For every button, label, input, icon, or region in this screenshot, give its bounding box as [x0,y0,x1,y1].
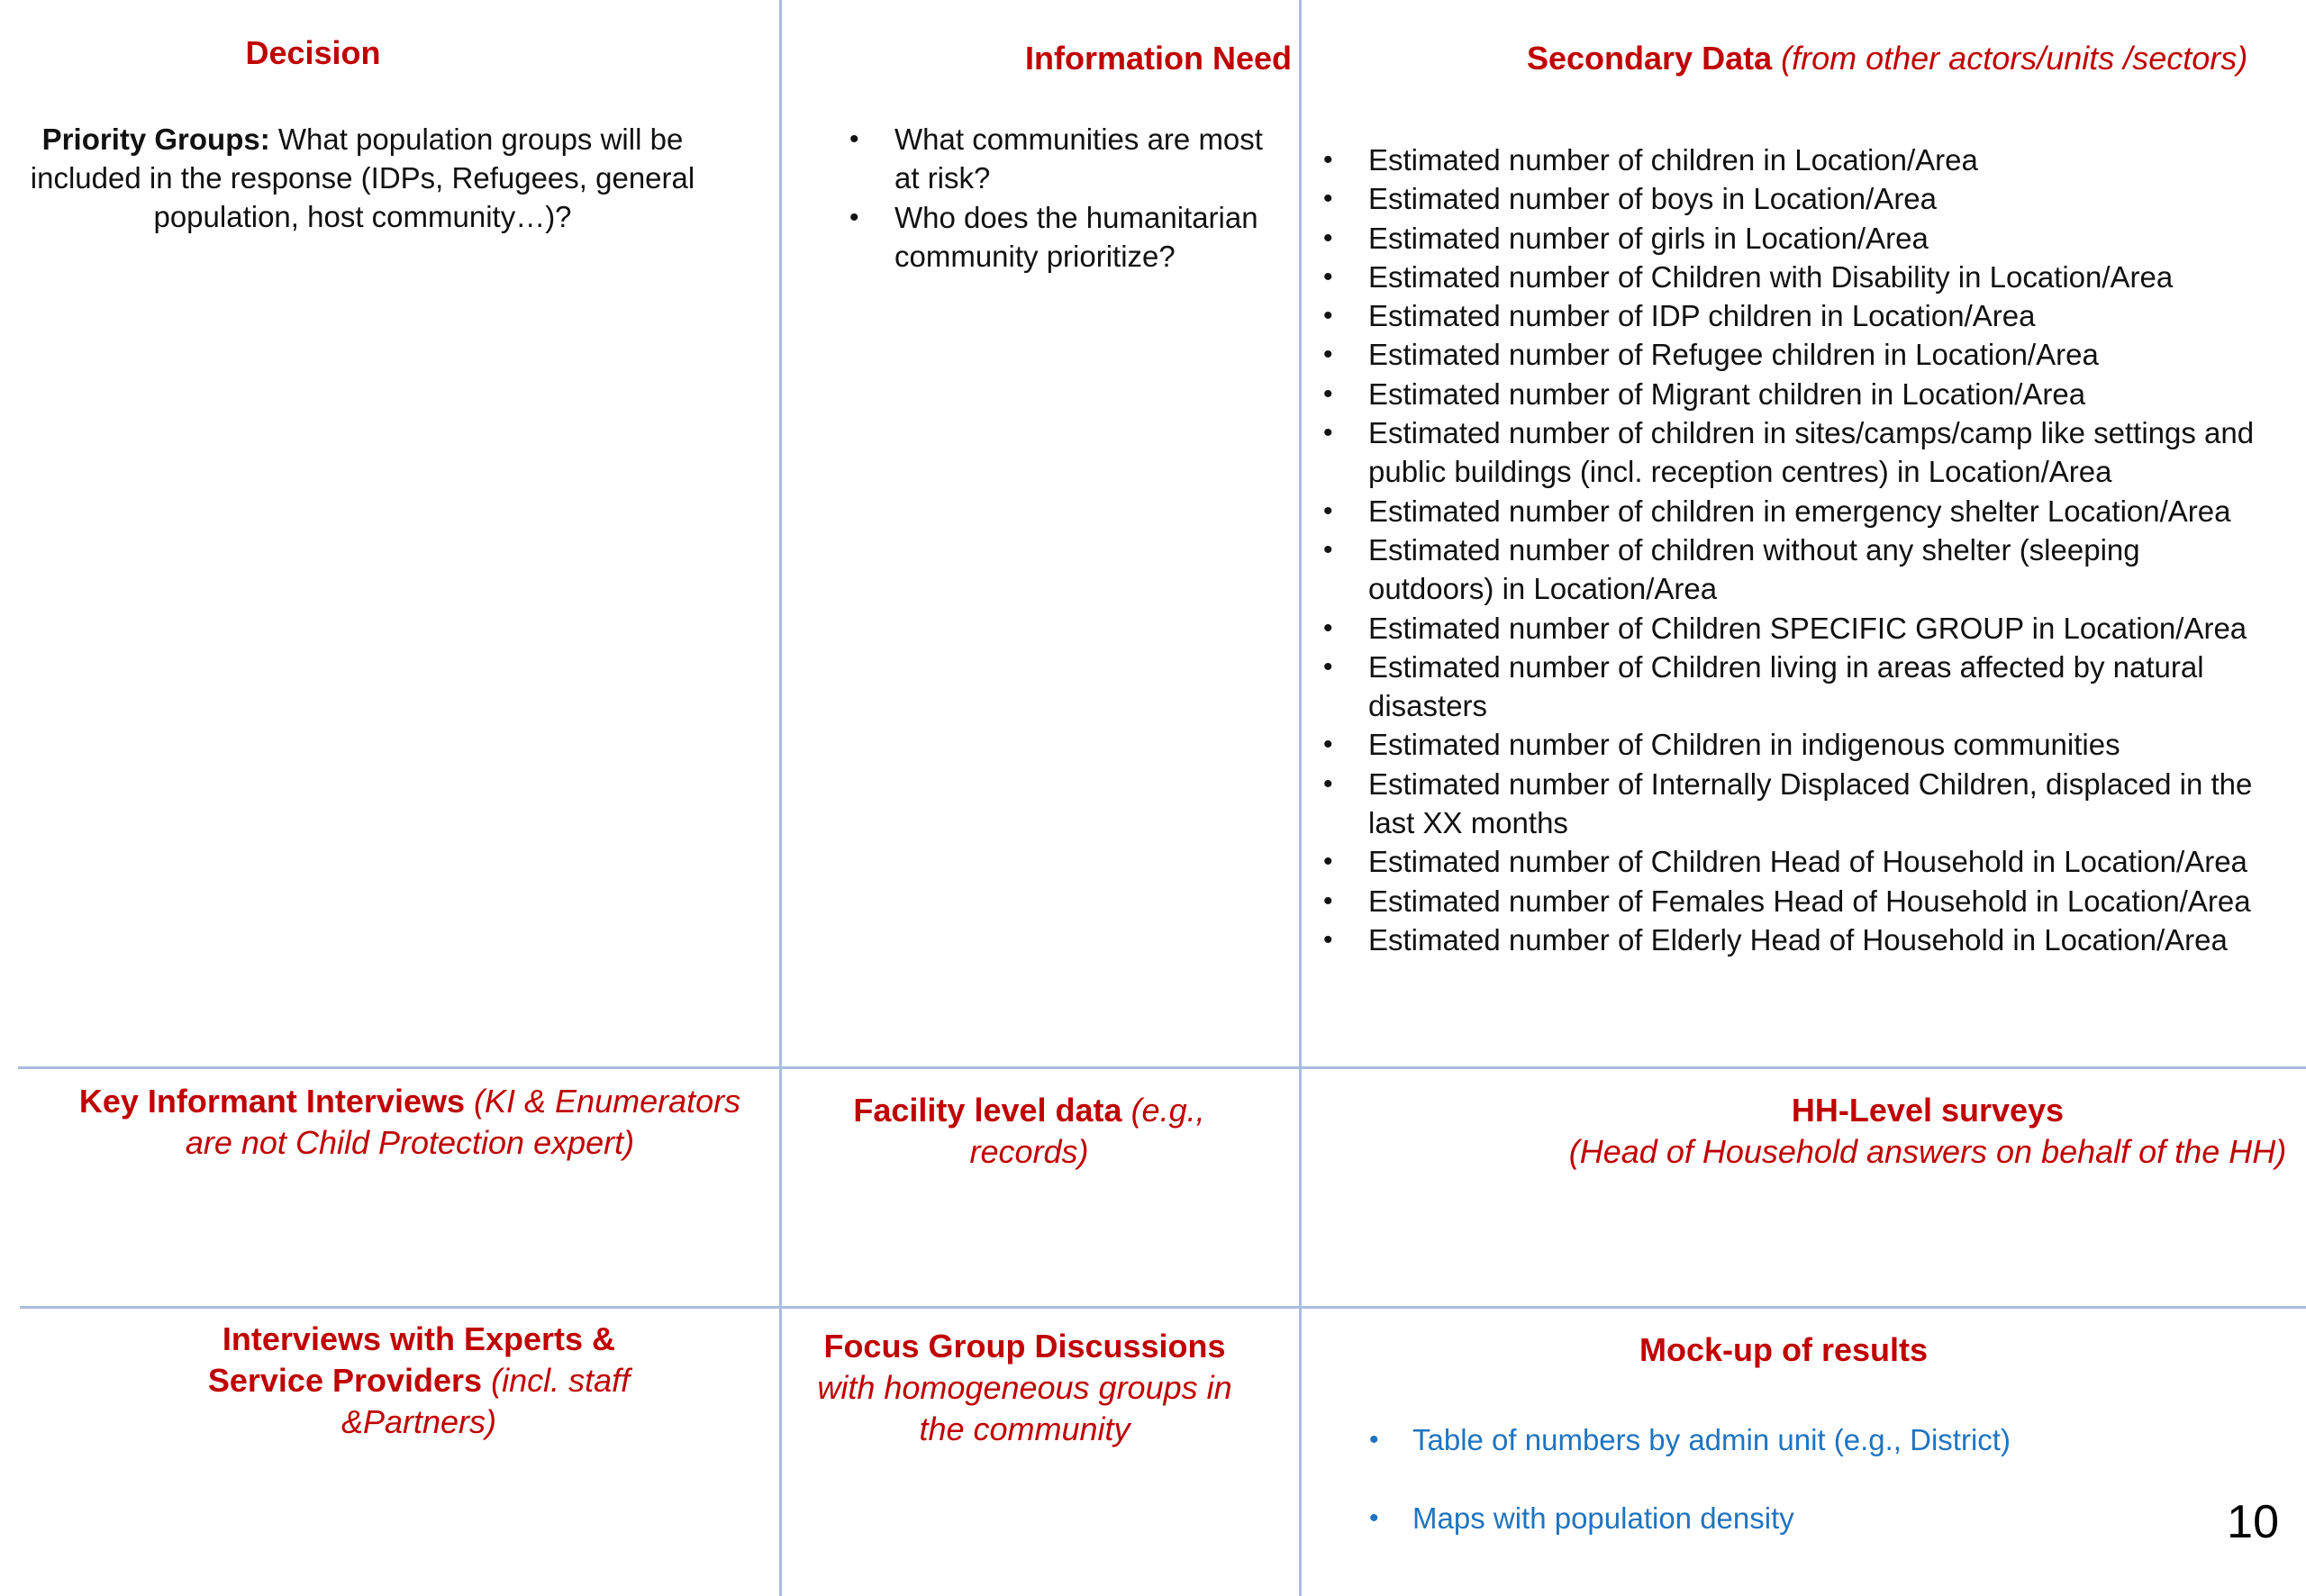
list-item: • Estimated number of Children in indigenous communities [1323,725,2269,764]
list-item: • Estimated number of Elderly Head of Household in Location/Area [1323,920,2269,959]
key-informant-heading [63,1081,757,1164]
hh-surveys-title: HH-Level surveys [1791,1092,2065,1129]
facility-data-title: Facility level data [853,1092,1122,1129]
priority-groups-label: Priority Groups: [41,122,270,156]
information-need-list [849,120,1273,276]
secondary-data-heading [1527,38,2247,79]
list-item: • Estimated number of Internally Displaced Children, displaced in the last XX months [1323,765,2269,843]
list-item: • Estimated number of Children with Disability in Location/Area [1323,258,2269,296]
list-item: • Estimated number of boys in Location/Area [1323,179,2269,218]
facility-data-heading [851,1090,1207,1173]
list-item: • Estimated number of children in sites/camps/camp like settings and public buildings (incl. reception centres) in Location/Area [1323,413,2269,492]
secondary-data-title: Secondary Data [1527,40,1773,77]
key-informant-note: (KI & Enumerators are not Child Protection expert) [185,1083,741,1161]
facility-data-note: (e.g., records) [969,1092,1205,1170]
list-item: • Maps with population density [1369,1499,2090,1537]
list-item: • Who does the humanitarian community prioritize? [849,198,1273,277]
list-item: • Estimated number of Children SPECIFIC GROUP in Location/Area [1323,609,2269,648]
focus-groups-heading [797,1326,1252,1450]
grid-divider-vertical-1 [779,0,782,1596]
secondary-data-list [1323,141,2269,959]
focus-groups-note: with homogeneous groups in the community [817,1369,1232,1447]
list-item: • Estimated number of children in Location/Area [1323,141,2269,179]
page-number: 10 [2227,1496,2279,1548]
hh-surveys-note: (Head of Household answers on behalf of the HH) [1568,1133,2287,1170]
list-item: • Estimated number of IDP children in Location/Area [1323,296,2269,335]
list-item: • Estimated number of Females Head of Household in Location/Area [1323,882,2269,920]
secondary-data-subtitle: (from other actors/units /sectors) [1781,40,2248,77]
list-item: • Table of numbers by admin unit (e.g., District) [1369,1420,2090,1459]
list-item: • What communities are most at risk? [849,120,1273,198]
mockup-heading: Mock-up of results [1639,1331,1929,1368]
mockup-list [1369,1420,2090,1537]
list-item: • Estimated number of children without any shelter (sleeping outdoors) in Location/Area [1323,530,2269,609]
priority-groups-question: What population groups will be included in the response (IDPs, Refugees, general population, host community…)? [30,122,695,233]
hh-surveys-heading [1531,1090,2306,1173]
grid-divider-horizontal-2 [20,1306,2306,1309]
list-item: • Estimated number of Migrant children in Location/Area [1323,375,2269,413]
experts-interviews-note: (incl. staff &Partners) [340,1362,631,1440]
experts-interviews-heading [162,1319,676,1443]
experts-interviews-title: Interviews with Experts & Service Providers [207,1320,616,1399]
grid-divider-vertical-2 [1299,0,1302,1596]
list-item: • Estimated number of Children living in areas affected by natural disasters [1323,648,2269,726]
key-informant-title: Key Informant Interviews [78,1083,465,1120]
list-item: • Estimated number of Children Head of Household in Location/Area [1323,842,2269,881]
decision-body [27,120,698,236]
decision-heading: Decision [245,34,381,71]
list-item: • Estimated number of children in emergency shelter Location/Area [1323,492,2269,530]
information-need-heading: Information Need [1025,40,1293,77]
focus-groups-title: Focus Group Discussions [823,1328,1226,1365]
grid-divider-horizontal-1 [18,1066,2306,1069]
list-item: • Estimated number of girls in Location/Area [1323,219,2269,258]
list-item: • Estimated number of Refugee children in Location/Area [1323,335,2269,374]
